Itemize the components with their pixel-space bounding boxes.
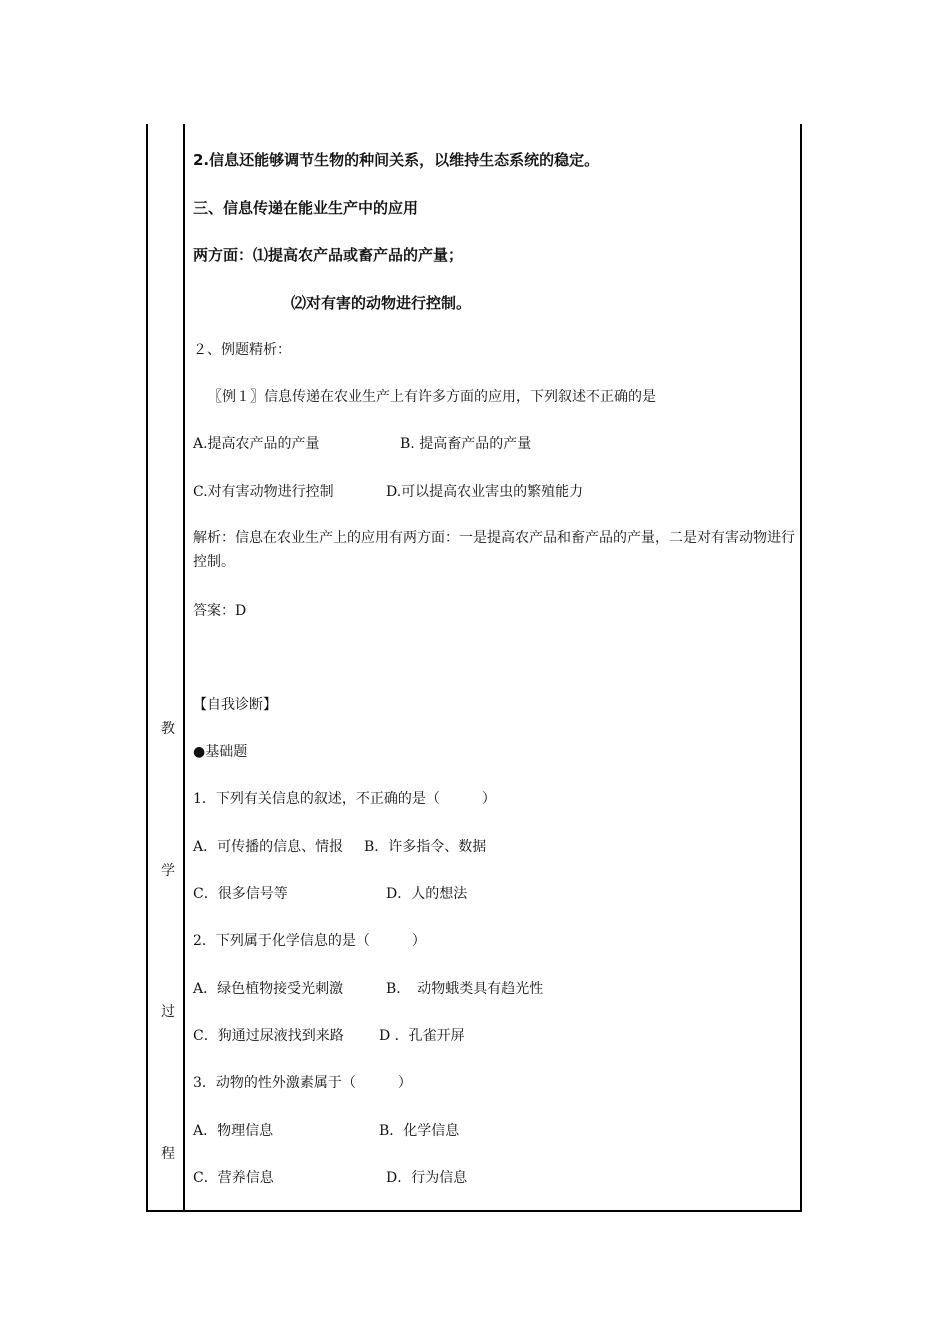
question-3: 3．动物的性外激素属于（ ） [193,1075,412,1091]
example-answer: 答案：D [193,603,247,619]
point-2: 2.信息还能够调节生物的种间关系，以维持生态系统的稳定。 [193,151,600,169]
question-2-option-d: D ．孔雀开屏 [379,1028,465,1044]
question-3-option-a: A．物理信息 [193,1123,274,1139]
question-3-option-b: B．化学信息 [379,1123,460,1139]
example-option-b: B. 提高畜产品的产量 [400,436,532,452]
question-1-option-b: B．许多指令、数据 [364,839,487,855]
example-heading: ２、例题精析： [193,342,291,358]
question-1-option-a: A．可传播的信息、情报 [193,839,344,855]
question-3-option-c: C．营养信息 [193,1170,274,1186]
question-1-option-c: C．很多信号等 [193,886,288,902]
section-3-heading: 三、信息传递在能业生产中的应用 [193,199,419,217]
side-label-jiao: 教 [161,721,175,737]
example-question: 〖例１〗信息传递在农业生产上有许多方面的应用，下列叙述不正确的是 [208,389,656,405]
diagnosis-heading: 【自我诊断】 [193,697,277,713]
table-frame [146,124,802,1212]
question-1: 1．下列有关信息的叙述，不正确的是（ ） [193,791,496,807]
basic-questions-heading: ●基础题 [193,744,248,760]
side-label-guo: 过 [161,1004,175,1020]
question-3-option-d: D．行为信息 [386,1170,468,1186]
question-2: 2．下列属于化学信息的是（ ） [193,933,426,949]
side-label-cheng: 程 [161,1146,175,1162]
two-aspects-line-1: 两方面：⑴提高农产品或畜产品的产量； [193,246,464,264]
two-aspects-line-2: ⑵对有害的动物进行控制。 [291,294,472,312]
side-label-xue: 学 [161,863,175,879]
question-2-option-b: B． 动物蛾类具有趋光性 [386,981,544,997]
question-1-option-d: D．人的想法 [386,886,468,902]
example-analysis: 解析：信息在农业生产上的应用有两方面：一是提高农产品和畜产品的产量，二是对有害动物进行控制。 [193,530,795,570]
column-divider [183,124,185,1212]
example-option-c: C.对有害动物进行控制 [193,484,334,500]
example-option-a: A.提高农产品的产量 [193,436,320,452]
example-option-d: D.可以提高农业害虫的繁殖能力 [386,484,584,500]
question-2-option-c: C．狗通过尿液找到来路 [193,1028,344,1044]
question-2-option-a: A．绿色植物接受光刺激 [193,981,344,997]
